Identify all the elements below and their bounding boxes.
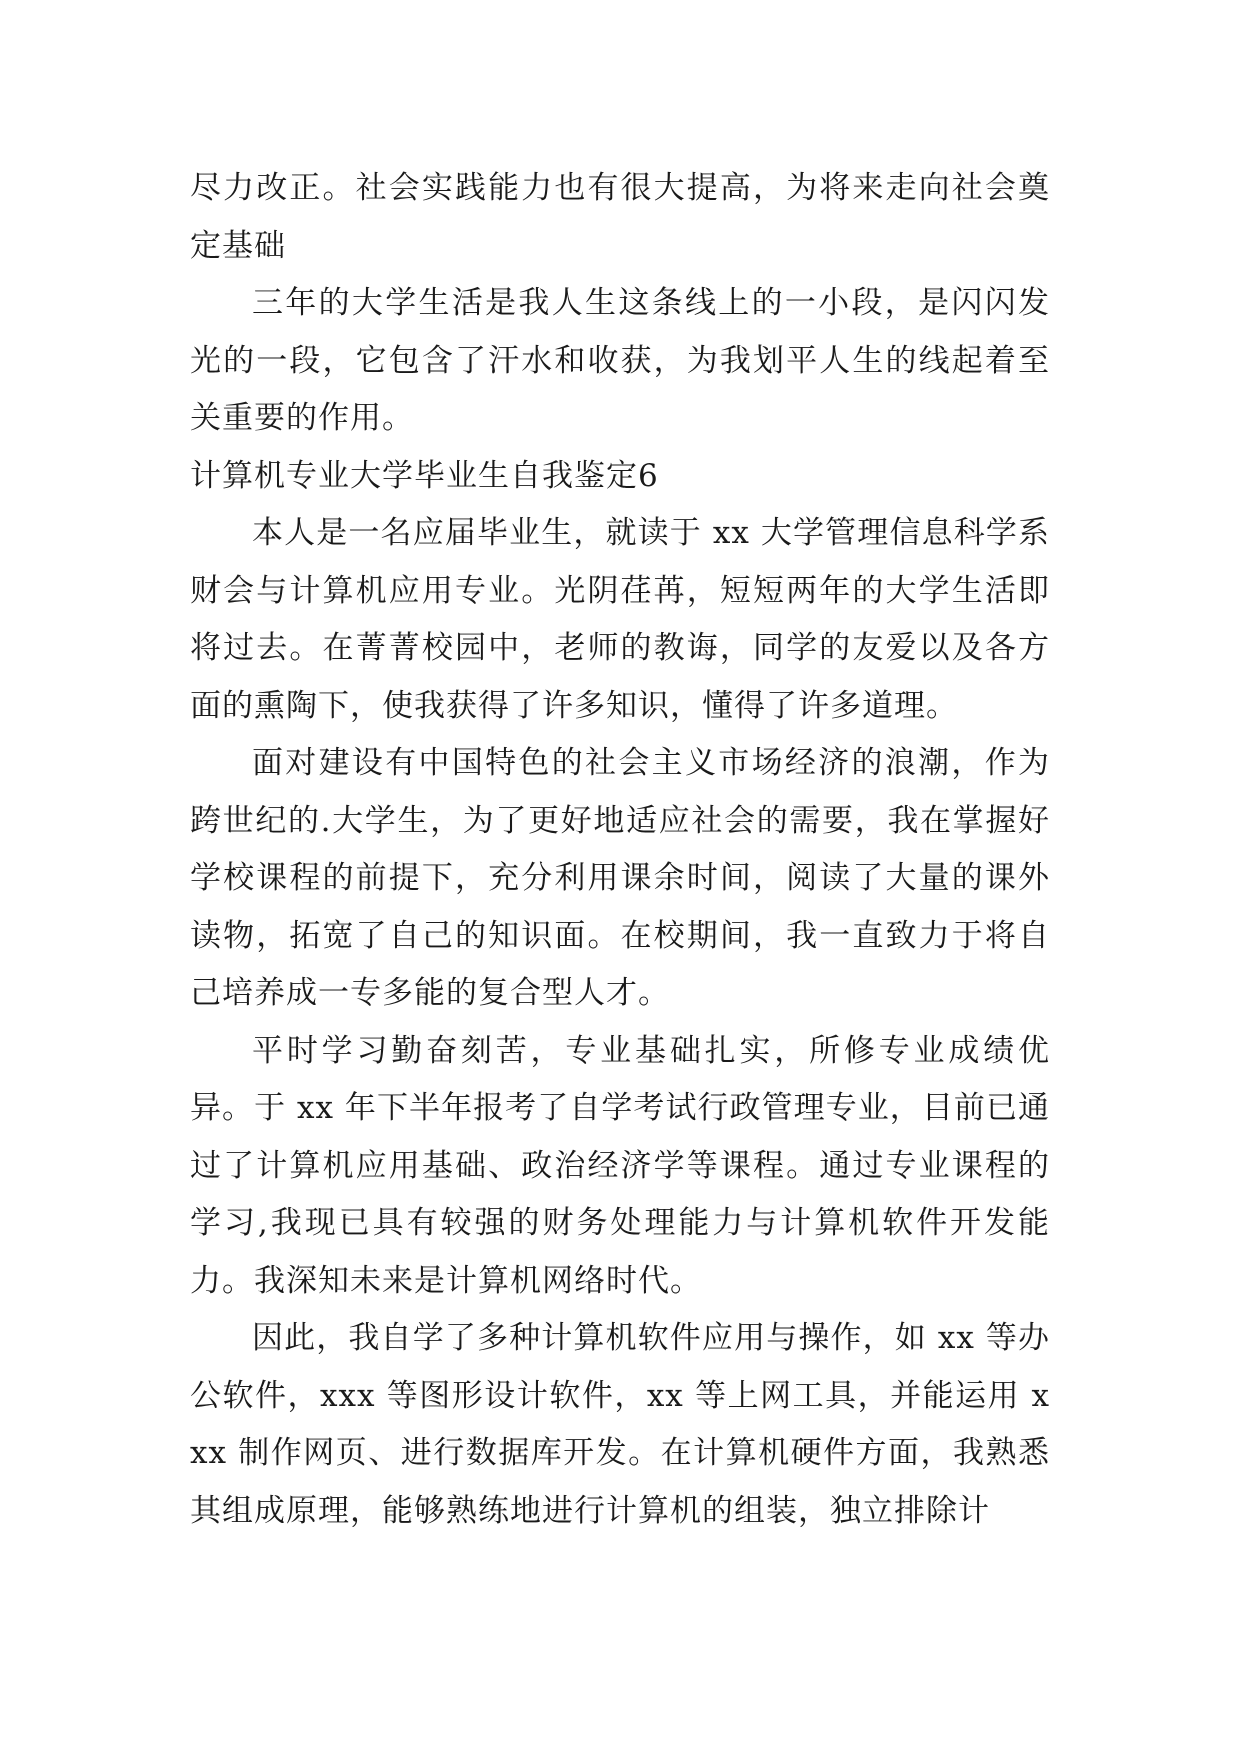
paragraph: 三年的大学生活是我人生这条线上的一小段，是闪闪发光的一段，它包含了汗水和收获，为我划平人生的线起着至关重要的作用。	[190, 285, 1050, 436]
document-body	[190, 160, 1050, 1540]
section-heading: 计算机专业大学毕业生自我鉴定6	[190, 457, 659, 494]
paragraph-continuation: 尽力改正。社会实践能力也有很大提高，为将来走向社会奠定基础	[190, 170, 1050, 264]
paragraph: 平时学习勤奋刻苦，专业基础扎实，所修专业成绩优异。于 xx 年下半年报考了自学考试行政管理专业，目前已通过了计算机应用基础、政治经济学等课程。通过专业课程的学习,我现已具有较强的财务处理能力与计算机软件开发能力。我深知未来是计算机网络时代。	[190, 1032, 1050, 1299]
paragraph: 本人是一名应届毕业生，就读于 xx 大学管理信息科学系财会与计算机应用专业。光阴荏苒，短短两年的大学生活即将过去。在菁菁校园中，老师的教诲，同学的友爱以及各方面的熏陶下，使我获得了许多知识，懂得了许多道理。	[190, 515, 1050, 724]
paragraph: 面对建设有中国特色的社会主义市场经济的浪潮，作为跨世纪的.大学生，为了更好地适应社会的需要，我在掌握好学校课程的前提下，充分利用课余时间，阅读了大量的课外读物，拓宽了自己的知识面。在校期间，我一直致力于将自己培养成一专多能的复合型人才。	[190, 745, 1050, 1011]
paragraph: 因此，我自学了多种计算机软件应用与操作，如 xx 等办公软件，xxx 等图形设计软件，xx 等上网工具，并能运用 xxx 制作网页、进行数据库开发。在计算机硬件方面，我熟悉其组成原理，能够熟练地进行计算机的组装，独立排除计	[190, 1320, 1050, 1529]
